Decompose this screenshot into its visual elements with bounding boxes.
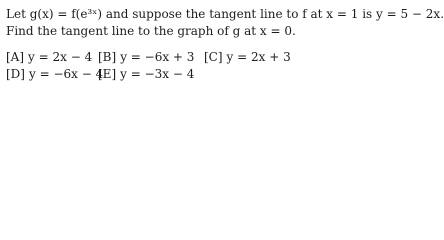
choice-e-letter: [E] <box>98 67 117 81</box>
answer-choices <box>6 49 346 83</box>
problem-statement <box>6 6 444 40</box>
choice-b-answer: y = −6x + 3 <box>120 50 195 64</box>
choice-row-2 <box>6 66 346 83</box>
choice-d-answer: y = −6x − 4 <box>28 67 104 81</box>
choice-c <box>204 49 291 66</box>
choice-c-letter: [C] <box>204 50 223 64</box>
choice-row-1 <box>6 49 346 66</box>
choice-d <box>6 66 103 83</box>
choice-a-letter: [A] <box>6 50 25 64</box>
choice-d-letter: [D] <box>6 67 25 81</box>
choice-b-letter: [B] <box>98 50 117 64</box>
choice-a <box>6 49 92 66</box>
choice-c-answer: y = 2x + 3 <box>226 50 291 64</box>
problem-stem-line-1: Let g(x) = f(e³ˣ) and suppose the tangent line to f at x = 1 is y = 5 − 2x. <box>6 7 444 21</box>
choice-e-answer: y = −3x − 4 <box>120 67 195 81</box>
choice-e <box>98 66 194 83</box>
choice-b <box>98 49 194 66</box>
choice-a-answer: y = 2x − 4 <box>28 50 93 64</box>
problem-stem-line-2: Find the tangent line to the graph of g at x = 0. <box>6 24 296 38</box>
